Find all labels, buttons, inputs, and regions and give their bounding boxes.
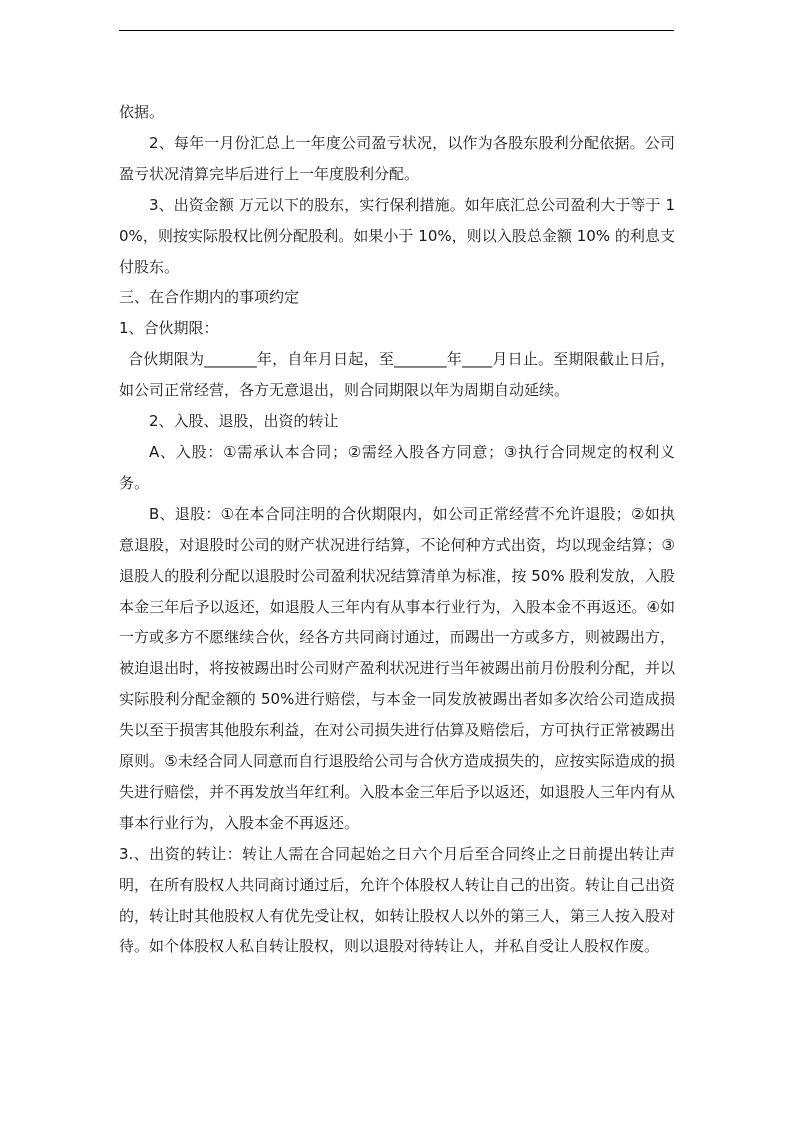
- paragraph-capital-transfer: 3.、出资的转让：转让人需在合同起始之日六个月后至合同终止之日前提出转让声明，在所有股权人共同商讨通过后，允许个体股权人转让自己的出资。转让自己出资的，转让时其他股权人有优先受让权，如转让股权人以外的第三人，第三人按入股对待。如个体股权人私自转让股权，则以退股对待转让人，并私自受让人股权作废。: [119, 844, 675, 956]
- section-heading-cooperation: 三、在合作期内的事项约定: [119, 288, 300, 307]
- document-body: [119, 97, 675, 962]
- paragraph-withdraw: B、退股：①在本合同注明的合伙期限内，如公司正常经营不允许退股；②如执意退股，对退股时公司的财产状况进行结算，不论何种方式出资，均以现金结算；③退股人的股利分配以退股时公司盈利状况结算清单为标准，按 50% 股利发放，入股本金三年后予以返还，如退股人三年内有从事本行业行为，入股本金不再返还。④如一方或多方不愿继续合伙，经各方共同商讨通过，而踢出一方或多方，则被踢出方，被迫退出时，将按被踢出时公司财产盈利状况进行当年被踢出前月份股利分配，并以实际股利分配金额的 50%进行赔偿，与本金一同发放被踢出者如多次给公司造成损失以至于损害其他股东利益，在对公司损失进行估算及赔偿后，方可执行正常被踢出原则。⑤未经合同人同意而自行退股给公司与合伙方造成损失的，应按实际造成的损失进行赔偿，并不再发放当年红利。入股本金三年后予以返还，如退股人三年内有从事本行业行为，入股本金不再返还。: [119, 504, 675, 832]
- paragraph-capital-protection: 3、出资金额 万元以下的股东，实行保利措施。如年底汇总公司盈利大于等于 10%，则按实际股权比例分配股利。如果小于 10%，则以入股总金额 10% 的利息支付股东。: [119, 195, 675, 276]
- paragraph-annual-summary: 2、每年一月份汇总上一年度公司盈亏状况，以作为各股东股利分配依据。公司盈亏状况清算完毕后进行上一年度股利分配。: [119, 133, 675, 183]
- subheading-partnership-term: 1、合伙期限：: [119, 319, 219, 338]
- paragraph-join: A、入股：①需承认本合同；②需经入股各方同意；③执行合同规定的权利义务。: [119, 442, 675, 492]
- paragraph-basis: 依据。: [119, 103, 165, 121]
- subheading-share-transfer: 2、入股、退股，出资的转让: [149, 412, 339, 431]
- header-rule: [119, 30, 674, 31]
- paragraph-partnership-term: 合伙期限为_______年，自年月日起，至_______年____月日止。至期限截止日后，如公司正常经营，各方无意退出，则合同期限以年为周期自动延续。: [119, 350, 675, 400]
